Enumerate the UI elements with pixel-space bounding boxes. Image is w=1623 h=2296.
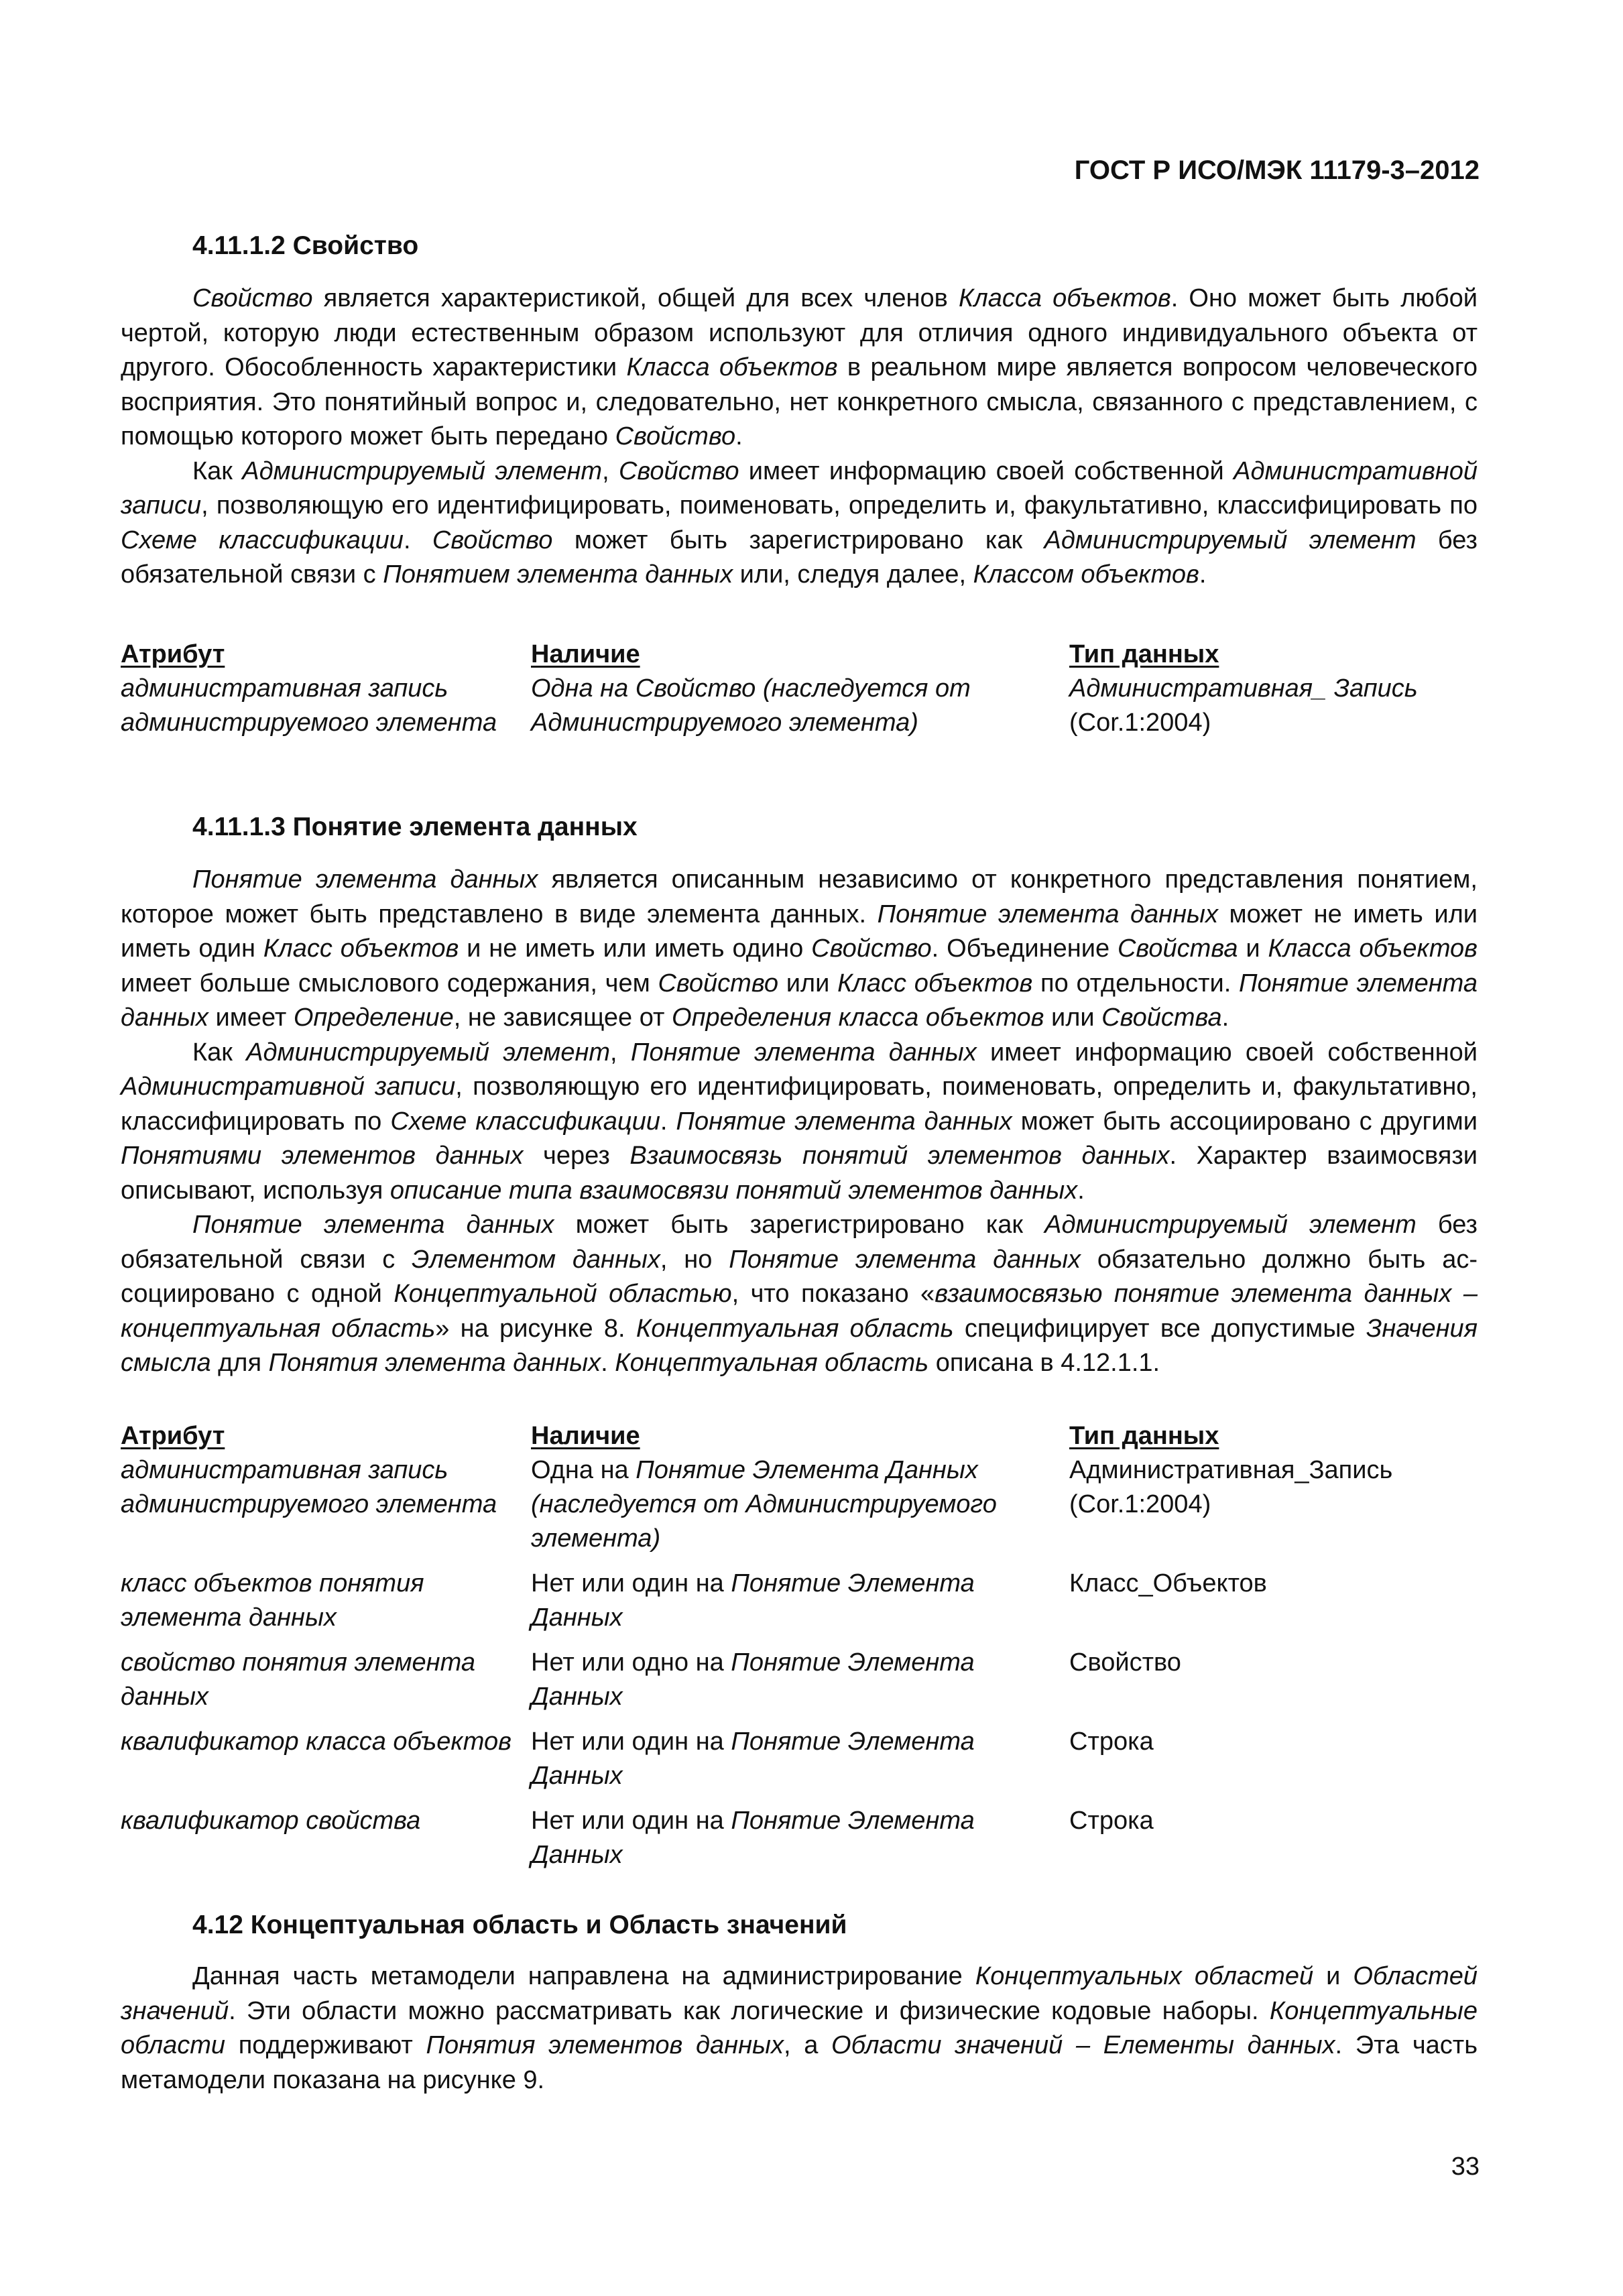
paragraph: Данная часть метамодели направлена на администрирование Концептуальных областей и Областей значений. Эти области можно рассматривать как логические и физические кодовые наборы. Концептуальные области поддерживают Понятия элементов данных, а Области значений – Елементы данных. Эта часть метамодели показана на рисунке 9. [121,1962,1478,2094]
attribute-cell: квалификатор свойства [121,1807,421,1835]
presence-cell: Одна на Свойство (наследуется от Администрируемого элемента) [531,674,971,737]
section-heading-4-11-1-2: 4.11.1.2 Свойство [192,231,419,260]
datatype-cell: Административная_ Запись (Cor.1:2004) [1069,674,1418,737]
datatype-cell: Строка [1069,1728,1154,1756]
presence-cell: Нет или один на Понятие Элемента Данных [531,1807,975,1869]
page-number: 33 [1451,2153,1480,2181]
attribute-cell: класс объектов понятия элемента данных [121,1569,424,1632]
paragraph: Понятие элемента данных может быть зарегистрировано как Администрируемый элемент без обязательной связи с Элементом данных, но Понятие элемента данных обязательно должно быть ассоциировано с одной Концептуальной областью, что показано «взаимосвязью понятие элемента данных – концептуальная область» на рисунке 8. Концептуальная область специфицирует все допустимые Значения смысла для Понятия элемента данных. Концептуальная область описана в 4.12.1.1. [121,1211,1478,1377]
section-4-11-1-3-body [121,863,1478,1381]
paragraph: Понятие элемента данных является описанным независимо от конкретного представления понятием, которое может быть представлено в виде элемента данных. Понятие элемента данных может не иметь или иметь один Класс объектов и не иметь или иметь одино Свойство. Объединение Свойства и Класса объектов имеет больше смыслового содержания, чем Свойство или Класс объектов по отдельности. Понятие элемента данных имеет Определение, не зависящее от Определения класса объектов или Свойства. [121,865,1478,1032]
table-row [121,672,1495,740]
presence-cell: Нет или один на Понятие Элемента Данных [531,1569,975,1632]
section-heading-4-12: 4.12 Концептуальная область и Область значений [192,1911,847,1939]
table-row [121,1567,1495,1635]
attribute-cell: административная запись администрируемого элемента [121,674,497,737]
section-4-12-body [121,1959,1478,2098]
attribute-cell: квалификатор класса объектов [121,1728,512,1756]
attribute-cell: административная запись администрируемого элемента [121,1456,497,1518]
column-header-datatype: Тип данных [1069,1422,1219,1450]
paragraph: Свойство является характеристикой, общей для всех членов Класса объектов. Оно может быть любой чертой, которую люди естественным образом используют для отличия одного индивидуального объекта от другого. Обособленность характеристики Класса объектов в реальном мире является вопросом человеческого восприятия. Это понятийный вопрос и, следовательно, нет конкретного смысла, связанного с представлением, с помощью которого может быть передано Свойство. [121,284,1478,450]
column-header-attribute: Атрибут [121,1422,225,1450]
column-header-attribute: Атрибут [121,640,225,668]
datatype-cell: Класс_Объектов [1069,1569,1267,1597]
table-row [121,1804,1495,1872]
table-row [121,1453,1495,1556]
column-header-datatype: Тип данных [1069,640,1219,668]
attribute-table-data-element-concept [121,1419,1495,1872]
table-header-row [121,1419,1495,1453]
table-row [121,1725,1495,1793]
section-4-11-1-2-body [121,282,1478,593]
column-header-presence: Наличие [531,1422,640,1450]
section-heading-4-11-1-3: 4.11.1.3 Понятие элемента данных [192,812,638,841]
standard-header: ГОСТ Р ИСО/МЭК 11179-3–2012 [1074,156,1480,185]
paragraph: Как Администрируемый элемент, Понятие элемента данных имеет информацию своей собственной Административной записи, позволяющую его идентифицировать, поименовать, определить и, факультативно, классифицировать по Схеме классификации. Понятие элемента данных может быть ассоциировано с другими Понятиями элементов данных через Взаимосвязь понятий элементов данных. Характер взаимосвязи описывают, используя описание типа взаимосвязи понятий элементов данных. [121,1038,1478,1205]
presence-cell: Нет или один на Понятие Элемента Данных [531,1728,975,1790]
table-row [121,1646,1495,1714]
presence-cell: Нет или одно на Понятие Элемента Данных [531,1648,975,1711]
presence-cell: Одна на Понятие Элемента Данных (наследуется от Администрируемого элемента) [531,1456,997,1553]
datatype-cell: Строка [1069,1807,1154,1835]
attribute-cell: свойство понятия элемента данных [121,1648,475,1711]
column-header-presence: Наличие [531,640,640,668]
datatype-cell: Административная_Запись (Cor.1:2004) [1069,1456,1393,1518]
table-header-row [121,638,1495,672]
attribute-table-property [121,638,1495,740]
datatype-cell: Свойство [1069,1648,1181,1677]
paragraph: Как Администрируемый элемент, Свойство имеет информацию своей собственной Административной записи, позволяющую его идентифицировать, поименовать, определить и, факультативно, классифицировать по Схеме классификации. Свойство может быть зарегистрировано как Администрируемый элемент без обязательной связи с Понятием элемента данных или, следуя далее, Классом объектов. [121,457,1478,589]
